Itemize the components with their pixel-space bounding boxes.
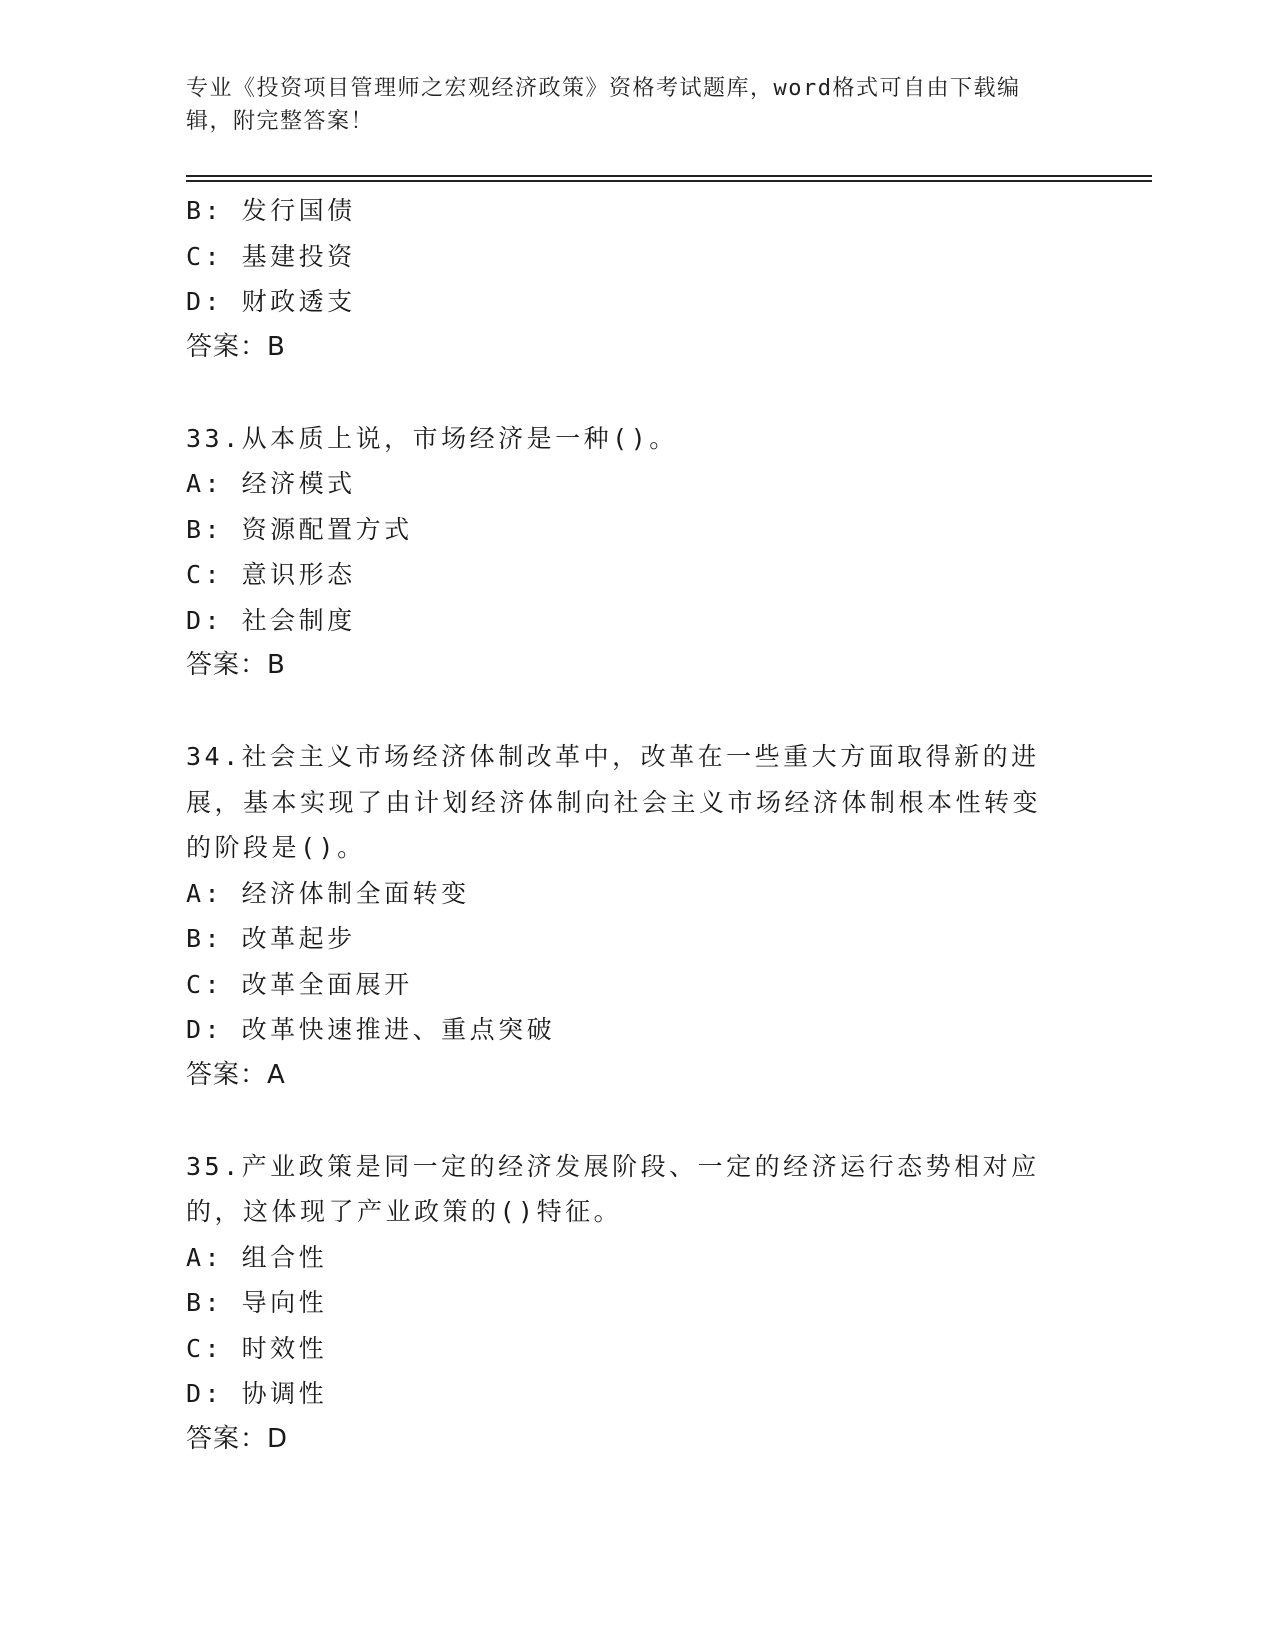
answer-line: 答案：B: [186, 331, 286, 362]
question-content: [186, 188, 1086, 1462]
header-rule-top: [186, 175, 1152, 177]
header-rule-bottom: [186, 180, 1152, 182]
option-c: C: 意识形态: [186, 560, 356, 589]
question-35: [186, 1144, 1086, 1463]
question-text: 34.社会主义市场经济体制改革中，改革在一些重大方面取得新的进展，基本实现了由计划经济体制向社会主义市场经济体制根本性转变的阶段是()。: [186, 742, 1042, 862]
question-text: 33.从本质上说，市场经济是一种()。: [186, 423, 678, 453]
option-d: D: 协调性: [186, 1379, 328, 1408]
answer-line: 答案：B: [186, 650, 286, 680]
document-header: 专业《投资项目管理师之宏观经济政策》资格考试题库，word格式可自由下载编辑，附完整答案！: [186, 76, 1021, 134]
option-a: A: 经济模式: [186, 469, 356, 498]
question-33: [186, 416, 1086, 689]
option-c: C: 改革全面展开: [186, 969, 413, 999]
question-fragment: [186, 188, 1086, 370]
option-c: C: 基建投资: [186, 241, 356, 271]
option-d: D: 社会制度: [186, 605, 356, 635]
answer-line: 答案：D: [186, 1423, 289, 1454]
question-text: 35.产业政策是同一定的经济发展阶段、一定的经济运行态势相对应的，这体现了产业政策的()特征。: [186, 1151, 1040, 1226]
spacer: [186, 1098, 1086, 1144]
option-d: D: 改革快速推进、重点突破: [186, 1015, 556, 1044]
question-34: [186, 734, 1086, 1098]
option-a: A: 组合性: [186, 1242, 328, 1272]
answer-line: 答案：A: [186, 1059, 286, 1090]
option-b: B: 导向性: [186, 1288, 328, 1317]
option-b: B: 改革起步: [186, 924, 356, 953]
option-c: C: 时效性: [186, 1333, 328, 1363]
option-d: D: 财政透支: [186, 287, 356, 316]
option-b: B: 发行国债: [186, 196, 356, 225]
option-a: A: 经济体制全面转变: [186, 878, 470, 908]
spacer: [186, 370, 1086, 416]
option-b: B: 资源配置方式: [186, 514, 413, 544]
spacer: [186, 689, 1086, 735]
